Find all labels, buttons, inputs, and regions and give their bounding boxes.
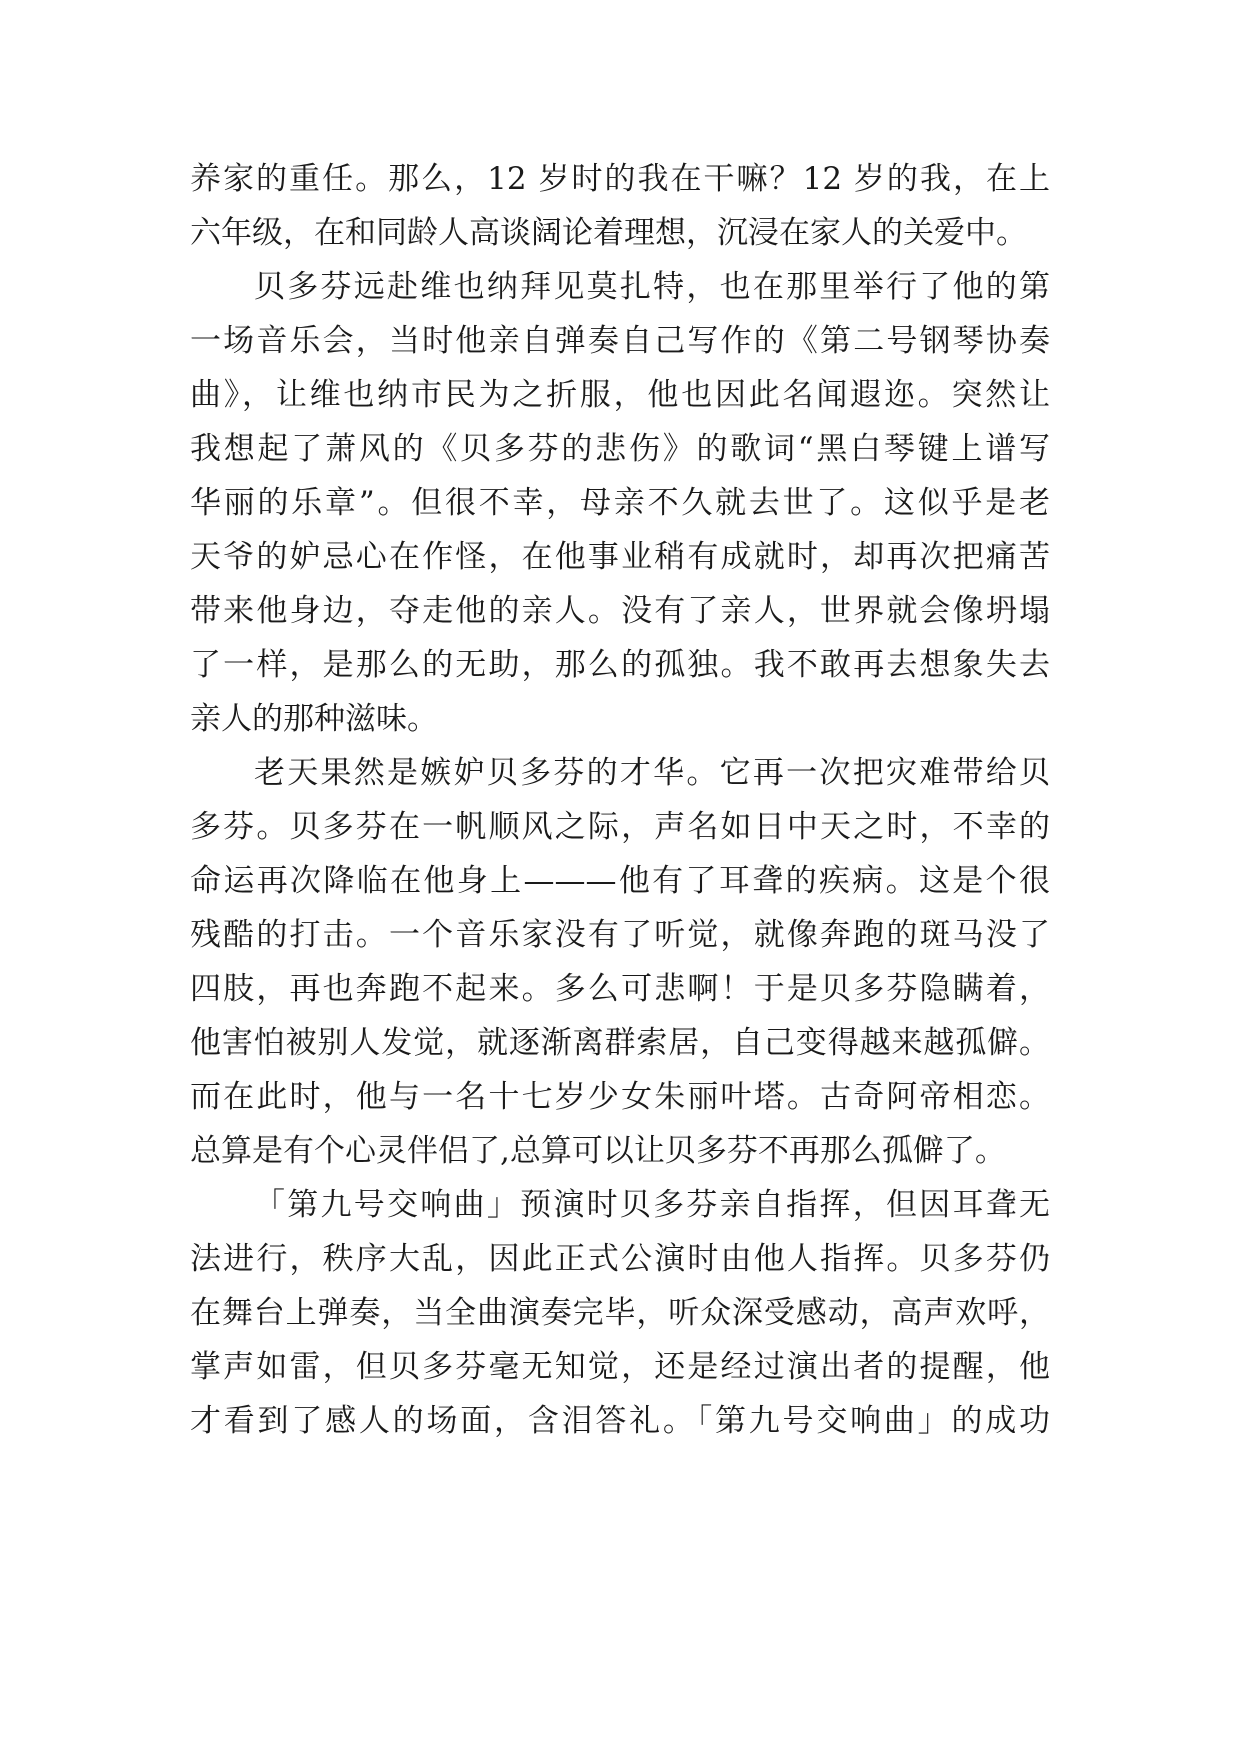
- text-line: 四肢，再也奔跑不起来。多么可悲啊！于是贝多芬隐瞒着，: [190, 971, 1050, 1007]
- text-line: 总算是有个心灵伴侣了,总算可以让贝多芬不再那么孤僻了。: [190, 1133, 1006, 1169]
- text-line: 六年级，在和同龄人高谈阔论着理想，沉浸在家人的关爱中。: [190, 215, 1027, 251]
- text-line: 一场音乐会，当时他亲自弹奏自己写作的《第二号钢琴协奏: [190, 323, 1050, 359]
- body-text: [190, 152, 1050, 1448]
- text-line: 多芬。贝多芬在一帆顺风之际，声名如日中天之时，不幸的: [190, 809, 1050, 845]
- text-line: 才看到了感人的场面，含泪答礼。「第九号交响曲」的成功: [190, 1403, 1050, 1439]
- text-line: 他害怕被别人发觉，就逐渐离群索居，自己变得越来越孤僻。: [190, 1025, 1050, 1061]
- paragraph-first-line: 老天果然是嫉妒贝多芬的才华。它再一次把灾难带给贝: [254, 755, 1050, 791]
- text-line: 华丽的乐章”。但很不幸，母亲不久就去世了。这似乎是老: [190, 485, 1050, 521]
- text-line: 我想起了萧风的《贝多芬的悲伤》的歌词“黑白琴键上谱写: [190, 431, 1050, 467]
- text-line: 命运再次降临在他身上———他有了耳聋的疾病。这是个很: [190, 863, 1050, 899]
- text-line: 残酷的打击。一个音乐家没有了听觉，就像奔跑的斑马没了: [190, 917, 1050, 953]
- text-line: 而在此时，他与一名十七岁少女朱丽叶塔。古奇阿帝相恋。: [190, 1079, 1050, 1115]
- text-line: 掌声如雷，但贝多芬毫无知觉，还是经过演出者的提醒，他: [190, 1349, 1050, 1385]
- text-line: 曲》，让维也纳市民为之折服，他也因此名闻遐迩。突然让: [190, 377, 1050, 413]
- text-line: 了一样，是那么的无助，那么的孤独。我不敢再去想象失去: [190, 647, 1050, 683]
- text-line: 养家的重任。那么，12 岁时的我在干嘛？12 岁的我，在上: [190, 161, 1050, 197]
- text-line: 法进行，秩序大乱，因此正式公演时由他人指挥。贝多芬仍: [190, 1241, 1050, 1277]
- text-line: 亲人的那种滋味。: [190, 701, 438, 737]
- paragraph-first-line: 贝多芬远赴维也纳拜见莫扎特，也在那里举行了他的第: [254, 269, 1050, 305]
- text-line: 带来他身边，夺走他的亲人。没有了亲人，世界就会像坍塌: [190, 593, 1050, 629]
- paragraph-first-line: 「第九号交响曲」预演时贝多芬亲自指挥，但因耳聋无: [254, 1187, 1050, 1223]
- text-line: 在舞台上弹奏，当全曲演奏完毕，听众深受感动，高声欢呼，: [190, 1295, 1050, 1331]
- text-line: 天爷的妒忌心在作怪，在他事业稍有成就时，却再次把痛苦: [190, 539, 1050, 575]
